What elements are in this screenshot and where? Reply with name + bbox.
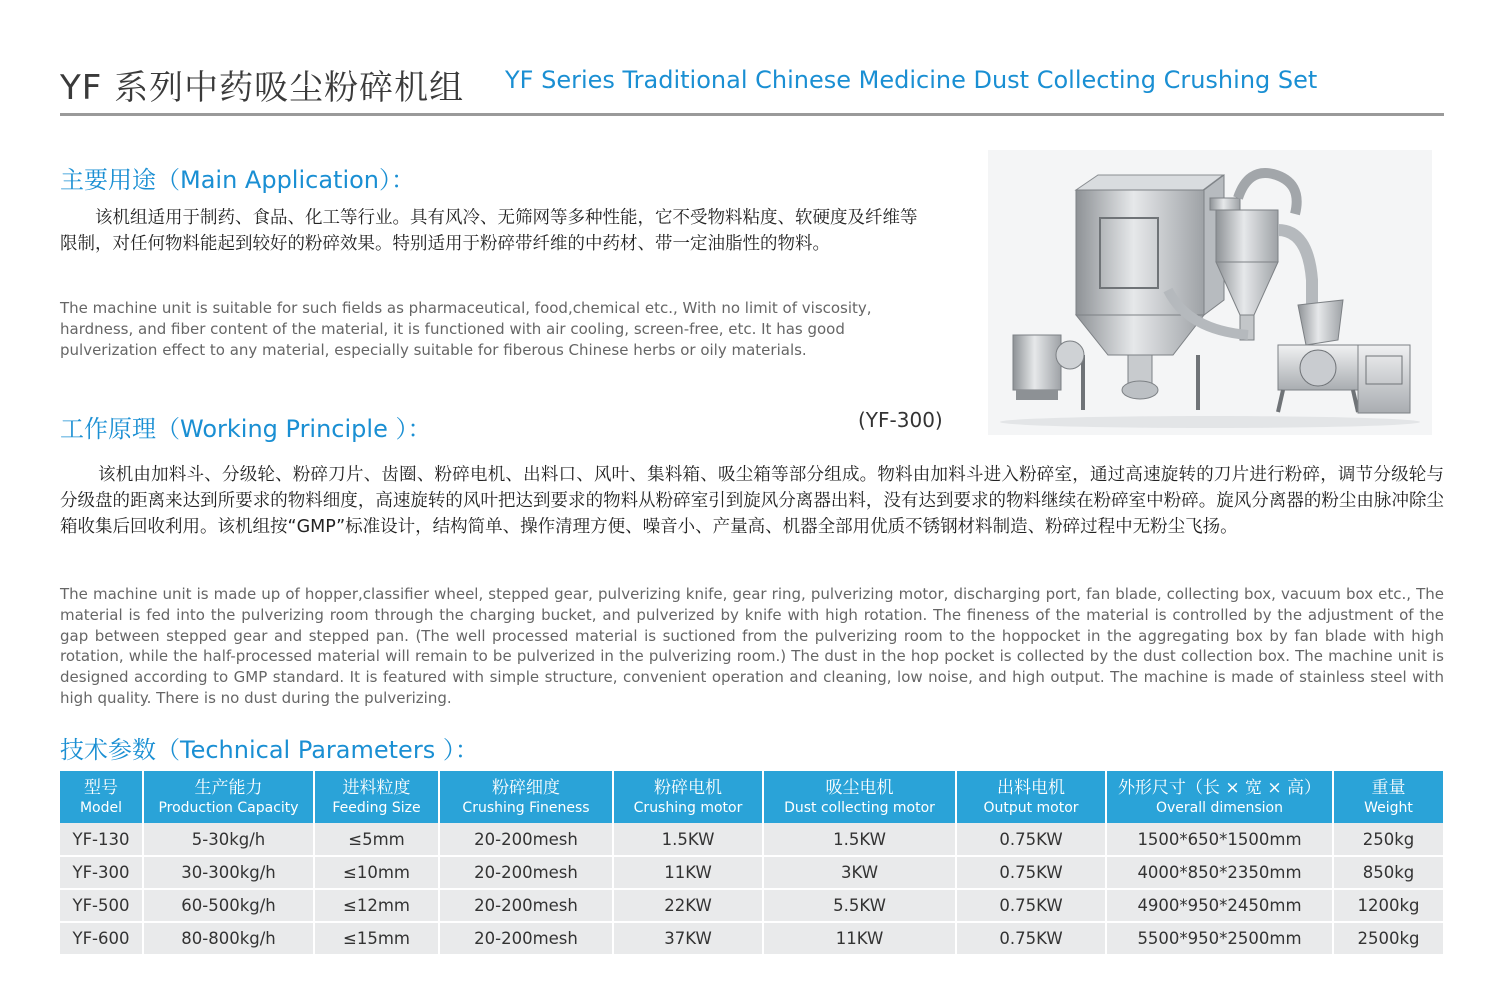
table-cell: 0.75KW (956, 922, 1106, 955)
column-header: 粉碎电机 Crushing motor (613, 771, 763, 823)
table-cell: 1.5KW (613, 823, 763, 856)
image-caption: (YF-300) (858, 408, 943, 432)
table-cell: ≤10mm (314, 856, 439, 889)
table-cell: 37KW (613, 922, 763, 955)
table-cell: 4000*850*2350mm (1106, 856, 1333, 889)
table-cell: 60-500kg/h (143, 889, 314, 922)
column-header: 外形尺寸（长 × 宽 × 高） Overall dimension (1106, 771, 1333, 823)
table-row (60, 856, 1443, 889)
table-cell: 5-30kg/h (143, 823, 314, 856)
table-cell: 250kg (1333, 823, 1443, 856)
table-cell: ≤5mm (314, 823, 439, 856)
working-principle-text-en: The machine unit is made up of hopper,classifier wheel, stepped gear, pulverizing knife, gear ring, pulverizing motor, discharging port, fan blade, collecting box, vacuum box etc., The material is fed into the pulverizing room through the charging bucket, and pulverized by knife with high rotation. The fineness of the material is controlled by the adjustment of the gap between stepped gear and stepped pan. (The well processed material is suctioned from the pulverizing room to the hoppocket in the aggregating box by fan blade with high rotation, while the half-processed material will remain to be pulverized in the pulverizing room.) The dust in the hop pocket is collected by the dust collection box. The machine unit is designed according to GMP standard. It is featured with simple structure, convenient operation and cleaning, low noise, and high output. The machine is made of stainless steel with high quality. There is no dust during the pulverizing. (60, 585, 1444, 707)
column-header: 重量 Weight (1333, 771, 1443, 823)
column-header: 型号 Model (60, 771, 143, 823)
table-cell: 20-200mesh (439, 889, 613, 922)
page-header (60, 58, 1444, 116)
table-cell: 1.5KW (763, 823, 956, 856)
column-header: 进料粒度 Feeding Size (314, 771, 439, 823)
table-cell: 1200kg (1333, 889, 1443, 922)
table-row (60, 823, 1443, 856)
machine-image (988, 150, 1432, 435)
table-row (60, 889, 1443, 922)
table-cell: 20-200mesh (439, 922, 613, 955)
table-cell: 30-300kg/h (143, 856, 314, 889)
technical-parameters-table (60, 771, 1443, 956)
table-cell: 20-200mesh (439, 856, 613, 889)
table-cell: 5.5KW (763, 889, 956, 922)
table-cell: YF-300 (60, 856, 143, 889)
table-cell: YF-600 (60, 922, 143, 955)
page-title-en: YF Series Traditional Chinese Medicine Dust Collecting Crushing Set (505, 66, 1318, 94)
column-header: 出料电机 Output motor (956, 771, 1106, 823)
table-cell: 11KW (763, 922, 956, 955)
table-cell: 2500kg (1333, 922, 1443, 955)
table-row (60, 922, 1443, 955)
main-application-text-en: The machine unit is suitable for such fields as pharmaceutical, food,chemical etc., With no limit of viscosity, hardness, and fiber content of the material, it is functioned with air cooling, screen-free, etc. It has good pulverization effect to any material, especially suitable for fiberous Chinese herbs or oily materials. (60, 299, 872, 359)
table-cell: YF-130 (60, 823, 143, 856)
table-cell: 80-800kg/h (143, 922, 314, 955)
column-header: 吸尘电机 Dust collecting motor (763, 771, 956, 823)
table-cell: 0.75KW (956, 889, 1106, 922)
main-application-heading: 主要用途（Main Application）： (60, 166, 416, 194)
table-cell: 3KW (763, 856, 956, 889)
table-cell: 11KW (613, 856, 763, 889)
table-cell: 20-200mesh (439, 823, 613, 856)
table-cell: 5500*950*2500mm (1106, 922, 1333, 955)
table-cell: 850kg (1333, 856, 1443, 889)
technical-parameters-heading: 技术参数（Technical Parameters ）： (60, 736, 479, 764)
table-header-row (60, 771, 1443, 823)
table-cell: ≤12mm (314, 889, 439, 922)
main-application-text-cn: 该机组适用于制药、食品、化工等行业。具有风冷、无筛网等多种性能，它不受物料粘度、软硬度及纤维等限制，对任何物料能起到较好的粉碎效果。特别适用于粉碎带纤维的中药材、带一定油脂性的物料。 (60, 208, 918, 254)
column-header: 生产能力 Production Capacity (143, 771, 314, 823)
table-cell: 22KW (613, 889, 763, 922)
table-cell: 1500*650*1500mm (1106, 823, 1333, 856)
table-cell: 4900*950*2450mm (1106, 889, 1333, 922)
column-header: 粉碎细度 Crushing Fineness (439, 771, 613, 823)
table-cell: ≤15mm (314, 922, 439, 955)
table-cell: 0.75KW (956, 823, 1106, 856)
working-principle-heading: 工作原理（Working Principle ）： (60, 415, 432, 443)
table-cell: 0.75KW (956, 856, 1106, 889)
page-title-cn: YF 系列中药吸尘粉碎机组 (60, 68, 465, 108)
table-cell: YF-500 (60, 889, 143, 922)
working-principle-text-cn: 该机由加料斗、分级轮、粉碎刀片、齿圈、粉碎电机、出料口、风叶、集料箱、吸尘箱等部分组成。物料由加料斗进入粉碎室，通过高速旋转的刀片进行粉碎，调节分级轮与分级盘的距离来达到所要求的物料细度，高速旋转的风叶把达到要求的物料从粉碎室引到旋风分离器出料，没有达到要求的物料继续在粉碎室中粉碎。旋风分离器的粉尘由脉冲除尘箱收集后回收利用。该机组按“GMP”标准设计，结构简单、操作清理方便、噪音小、产量高、机器全部用优质不锈钢材料制造、粉碎过程中无粉尘飞扬。 (60, 465, 1444, 537)
